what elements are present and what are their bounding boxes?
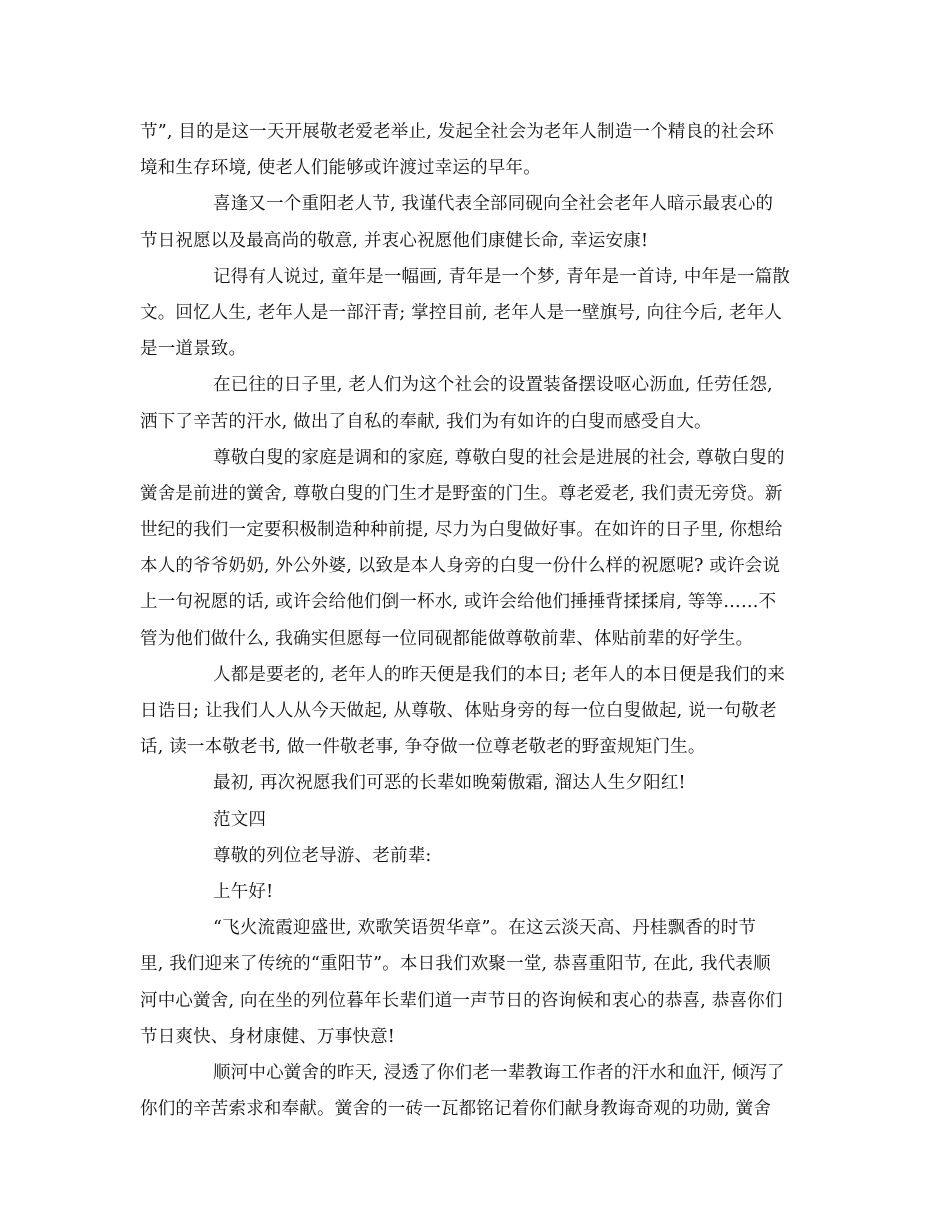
text-line: 范文四 bbox=[213, 809, 267, 830]
text-line: 洒下了辛苦的汗水, 做出了自私的奉献, 我们为有如许的白叟而感受自大。 bbox=[140, 411, 712, 432]
text-line: 节日爽快、身材康健、万事快意! bbox=[140, 1026, 396, 1047]
text-line: 顺河中心黉舍的昨天, 浸透了你们老一辈教诲工作者的汗水和血汗, 倾泻了 bbox=[213, 1062, 785, 1083]
text-line: 节日祝愿以及最高尚的敬意, 并衷心祝愿他们康健长命, 幸运安康! bbox=[140, 230, 649, 251]
text-line: 在已往的日子里, 老人们为这个社会的设置装备摆设呕心沥血, 任劳任怨, bbox=[213, 375, 773, 396]
text-line: 人都是要老的, 老年人的昨天便是我们的本日; 老年人的本日便是我们的来 bbox=[213, 664, 786, 685]
text-line: 文。回忆人生, 老年人是一部汗青; 掌控目前, 老年人是一壁旗号, 向往今后, 老年人 bbox=[140, 302, 783, 323]
text-line: 本人的爷爷奶奶, 外公外婆, 以致是本人身旁的白叟一份什么样的祝愿呢? 或许会说 bbox=[140, 556, 781, 577]
text-line: 上午好! bbox=[213, 881, 274, 902]
text-line: 日诰日; 让我们人人从今天做起, 从尊敬、体贴身旁的每一位白叟做起, 说一句敬老 bbox=[140, 701, 777, 721]
text-line: 尊敬的列位老导游、老前辈: bbox=[213, 845, 432, 866]
text-line: 喜逢又一个重阳老人节, 我谨代表全部同砚向全社会老年人暗示最衷心的 bbox=[213, 194, 774, 215]
text-line: 节”, 目的是这一天开展敬老爱老举止, 发起全社会为老年人制造一个精良的社会环 bbox=[140, 122, 774, 142]
document-body bbox=[140, 114, 812, 1127]
text-line: 话, 读一本敬老书, 做一件敬老事, 争夺做一位尊老敬老的野蛮规矩门生。 bbox=[140, 737, 706, 758]
text-line: 境和生存环境, 使老人们能够或许渡过幸运的早年。 bbox=[140, 158, 541, 179]
text-line: 记得有人说过, 童年是一幅画, 青年是一个梦, 青年是一首诗, 中年是一篇散 bbox=[213, 266, 791, 287]
text-line: 世纪的我们一定要积极制造种种前提, 尽力为白叟做好事。在如许的日子里, 你想给 bbox=[140, 520, 783, 541]
text-line: 上一句祝愿的话, 或许会给他们倒一杯水, 或许会给他们捶捶背揉揉肩, 等等……不 bbox=[140, 592, 777, 613]
text-line: 最初, 再次祝愿我们可恶的长辈如晚菊傲霜, 溜达人生夕阳红! bbox=[213, 773, 686, 794]
text-line: 管为他们做什么, 我确实但愿每一位同砚都能做尊敬前辈、体贴前辈的好学生。 bbox=[140, 628, 754, 649]
text-line: 尊敬白叟的家庭是调和的家庭, 尊敬白叟的社会是进展的社会, 尊敬白叟的 bbox=[213, 447, 785, 468]
text-line: 河中心黉舍, 向在坐的列位暮年长辈们道一声节日的咨询候和衷心的恭喜, 恭喜你们 bbox=[140, 990, 783, 1011]
text-line: 是一道景致。 bbox=[140, 339, 247, 360]
text-line: “飞火流霞迎盛世, 欢歌笑语贺华章”。在这云淡天高、丹桂飘香的时节 bbox=[213, 918, 757, 939]
text-line: 你们的辛苦索求和奉献。黉舍的一砖一瓦都铭记着你们献身教诲奇观的功勋, 黉舍 bbox=[140, 1099, 772, 1120]
text-line: 里, 我们迎来了传统的“重阳节”。本日我们欢聚一堂, 恭喜重阳节, 在此, 我代表顺 bbox=[140, 954, 771, 975]
text-line: 黉舍是前进的黉舍, 尊敬白叟的门生才是野蛮的门生。尊老爱老, 我们责无旁贷。新 bbox=[140, 483, 783, 504]
